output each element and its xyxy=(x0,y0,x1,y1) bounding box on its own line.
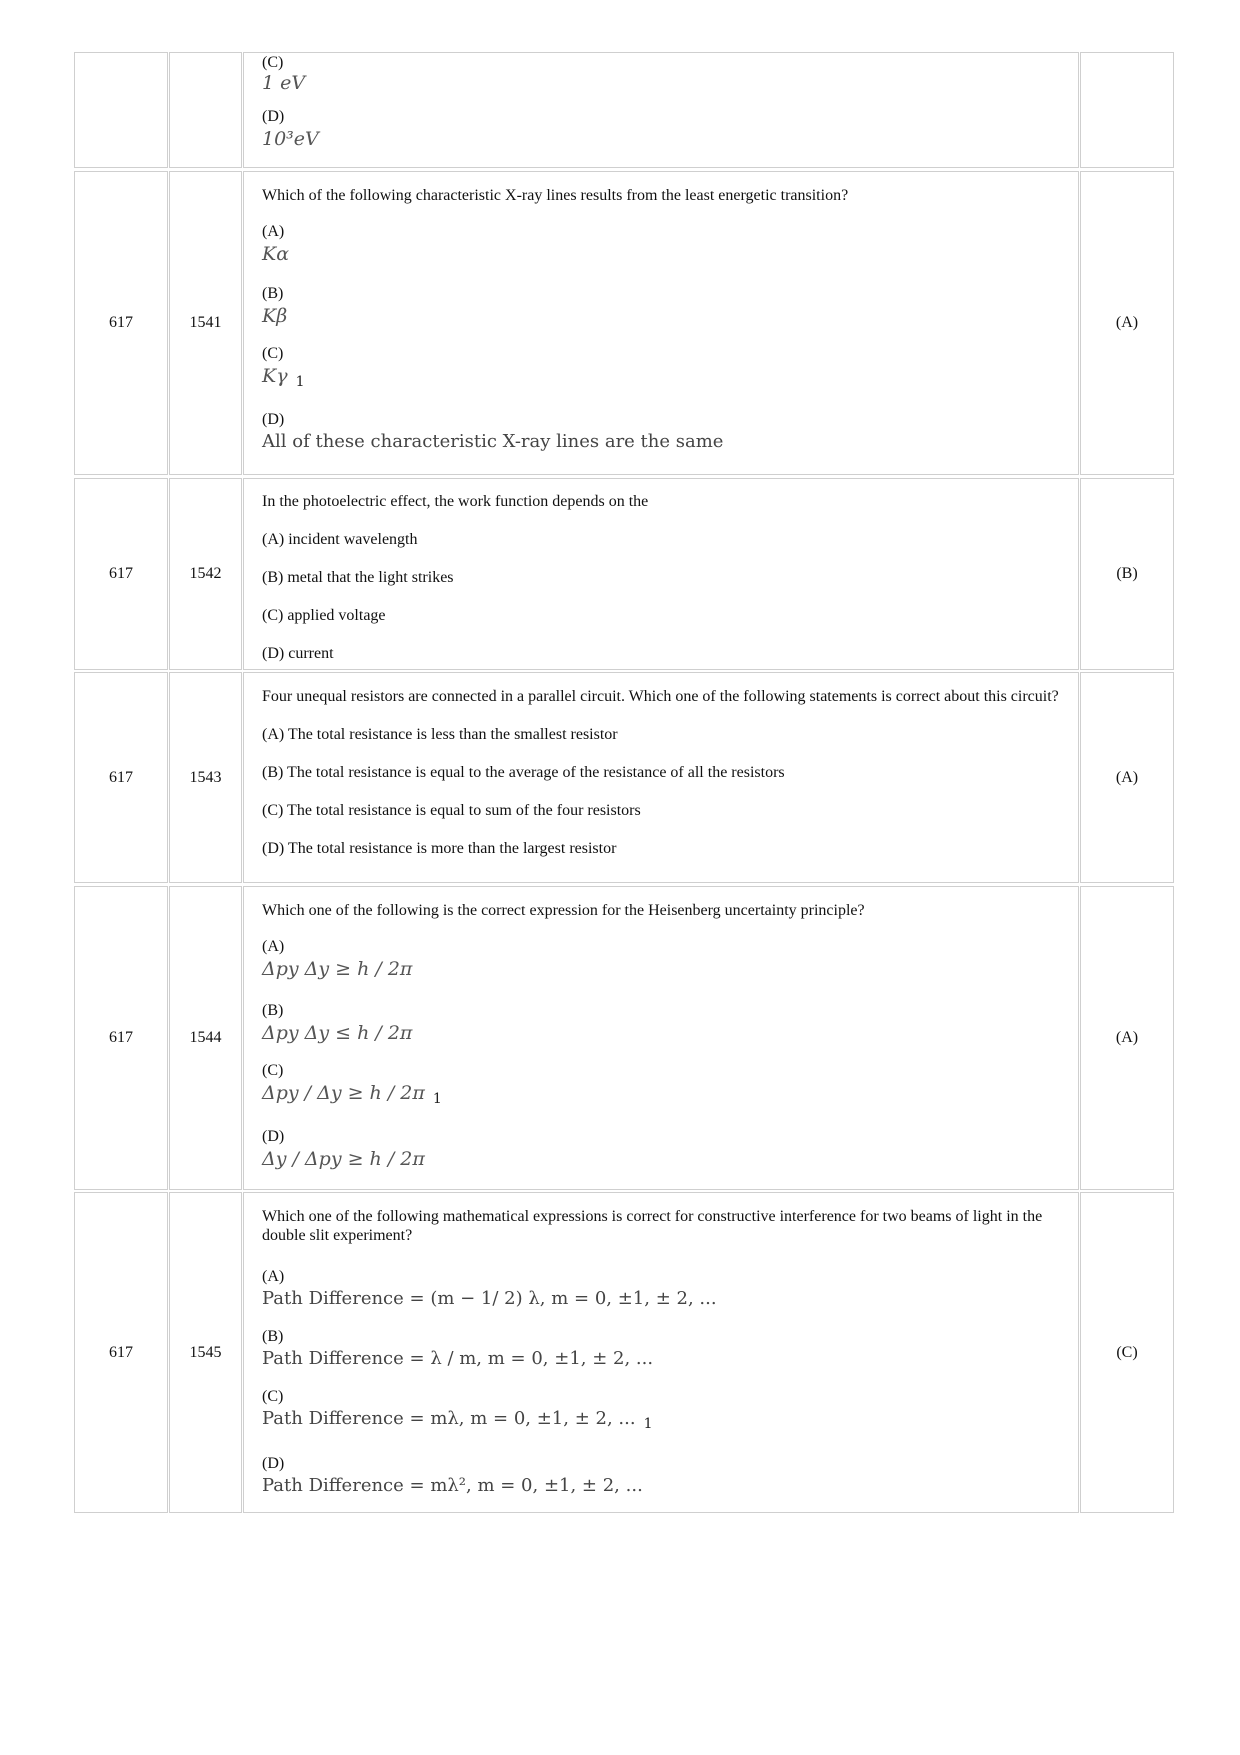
option-expression xyxy=(262,1083,1060,1109)
option-label: (C) xyxy=(262,1062,284,1079)
option-expression-text: Path Difference = mλ, m = 0, ±1, ± 2, ... xyxy=(262,1408,636,1429)
option xyxy=(262,284,1060,326)
option-label: (B) xyxy=(262,1002,284,1019)
option xyxy=(262,937,1060,979)
option xyxy=(262,1387,1060,1434)
option-expression-text: Kγ xyxy=(262,365,288,387)
option: (C) applied voltage xyxy=(262,607,386,624)
option-expression: Δpy Δy ≤ h / 2π xyxy=(262,1022,413,1044)
option xyxy=(262,1454,1060,1496)
cell-question xyxy=(243,52,1079,168)
cell-id xyxy=(169,52,242,168)
option-expression: 10³eV xyxy=(262,128,319,150)
option-label: (B) xyxy=(262,1328,284,1345)
cell-question xyxy=(243,672,1079,883)
table-row xyxy=(74,171,1174,475)
footnote-marker: 1 xyxy=(432,1091,442,1107)
cell-question xyxy=(243,171,1079,475)
question-text: Which one of the following is the correct expression for the Heisenberg uncertainty principle? xyxy=(262,902,865,919)
question-text: Which one of the following mathematical expressions is correct for constructive interference for two beams of light in the double slit experiment? xyxy=(262,1208,1043,1244)
option-label: (A) xyxy=(262,223,285,240)
option-expression xyxy=(262,366,1060,392)
option-expression: 1 eV xyxy=(262,72,306,94)
option-expression xyxy=(262,1409,1060,1434)
cell-answer: (C) xyxy=(1080,1192,1174,1513)
option xyxy=(262,222,1060,264)
option-label: (D) xyxy=(262,1455,285,1472)
option-label: (A) xyxy=(262,1268,285,1285)
cell-number: 617 xyxy=(74,672,168,883)
cell-id: 1544 xyxy=(169,886,242,1190)
option-expression: All of these characteristic X-ray lines are the same xyxy=(262,431,724,452)
cell-answer: (A) xyxy=(1080,886,1174,1190)
option-expression: Δy / Δpy ≥ h / 2π xyxy=(262,1148,425,1170)
table-row xyxy=(74,478,1174,670)
option-expression-text: Δpy / Δy ≥ h / 2π xyxy=(262,1082,425,1104)
cell-answer: (B) xyxy=(1080,478,1174,670)
option: (D) current xyxy=(262,645,334,662)
cell-answer: (A) xyxy=(1080,672,1174,883)
option xyxy=(262,1061,1060,1109)
footnote-marker: 1 xyxy=(643,1416,653,1432)
option xyxy=(262,107,1060,149)
option: (B) metal that the light strikes xyxy=(262,569,454,586)
option-label: (C) xyxy=(262,54,284,71)
table-row xyxy=(74,1192,1174,1513)
option-label: (C) xyxy=(262,345,284,362)
option-expression: Kα xyxy=(262,243,290,265)
option xyxy=(262,53,1060,93)
cell-id: 1543 xyxy=(169,672,242,883)
cell-number: 617 xyxy=(74,1192,168,1513)
footnote-marker: 1 xyxy=(295,374,305,390)
option xyxy=(262,344,1060,392)
option-label: (D) xyxy=(262,411,285,428)
cell-question xyxy=(243,1192,1079,1513)
option: (A) The total resistance is less than the smallest resistor xyxy=(262,726,618,743)
option-label: (C) xyxy=(262,1388,284,1405)
option: (A) incident wavelength xyxy=(262,531,418,548)
table-row xyxy=(74,52,1174,168)
cell-answer xyxy=(1080,52,1174,168)
option: (B) The total resistance is equal to the average of the resistance of all the resistors xyxy=(262,764,785,781)
option-label: (A) xyxy=(262,938,285,955)
question-text: In the photoelectric effect, the work function depends on the xyxy=(262,493,649,510)
cell-number: 617 xyxy=(74,478,168,670)
table-row xyxy=(74,672,1174,883)
cell-id: 1541 xyxy=(169,171,242,475)
question-text: Which of the following characteristic X-ray lines results from the least energetic transition? xyxy=(262,187,849,204)
option-expression: Path Difference = mλ², m = 0, ±1, ± 2, ... xyxy=(262,1475,643,1496)
option: (C) The total resistance is equal to sum of the four resistors xyxy=(262,802,641,819)
cell-id: 1545 xyxy=(169,1192,242,1513)
option xyxy=(262,1267,1060,1309)
option-expression: Path Difference = λ / m, m = 0, ±1, ± 2, ... xyxy=(262,1348,654,1369)
question-text: Four unequal resistors are connected in a parallel circuit. Which one of the following statements is correct about this circuit? xyxy=(262,688,1059,705)
option xyxy=(262,1127,1060,1169)
cell-answer: (A) xyxy=(1080,171,1174,475)
cell-question xyxy=(243,478,1079,670)
option xyxy=(262,1001,1060,1043)
option-expression: Path Difference = (m − 1/ 2) λ, m = 0, ±1, ± 2, ... xyxy=(262,1288,717,1309)
cell-number xyxy=(74,52,168,168)
table-row xyxy=(74,886,1174,1190)
option-label: (D) xyxy=(262,108,285,125)
cell-question xyxy=(243,886,1079,1190)
option xyxy=(262,410,1060,452)
cell-number: 617 xyxy=(74,171,168,475)
option: (D) The total resistance is more than the largest resistor xyxy=(262,840,617,857)
option-label: (B) xyxy=(262,285,284,302)
option-expression: Kβ xyxy=(262,305,288,327)
option-label: (D) xyxy=(262,1128,285,1145)
cell-number: 617 xyxy=(74,886,168,1190)
option-expression: Δpy Δy ≥ h / 2π xyxy=(262,958,413,980)
cell-id: 1542 xyxy=(169,478,242,670)
option xyxy=(262,1327,1060,1369)
